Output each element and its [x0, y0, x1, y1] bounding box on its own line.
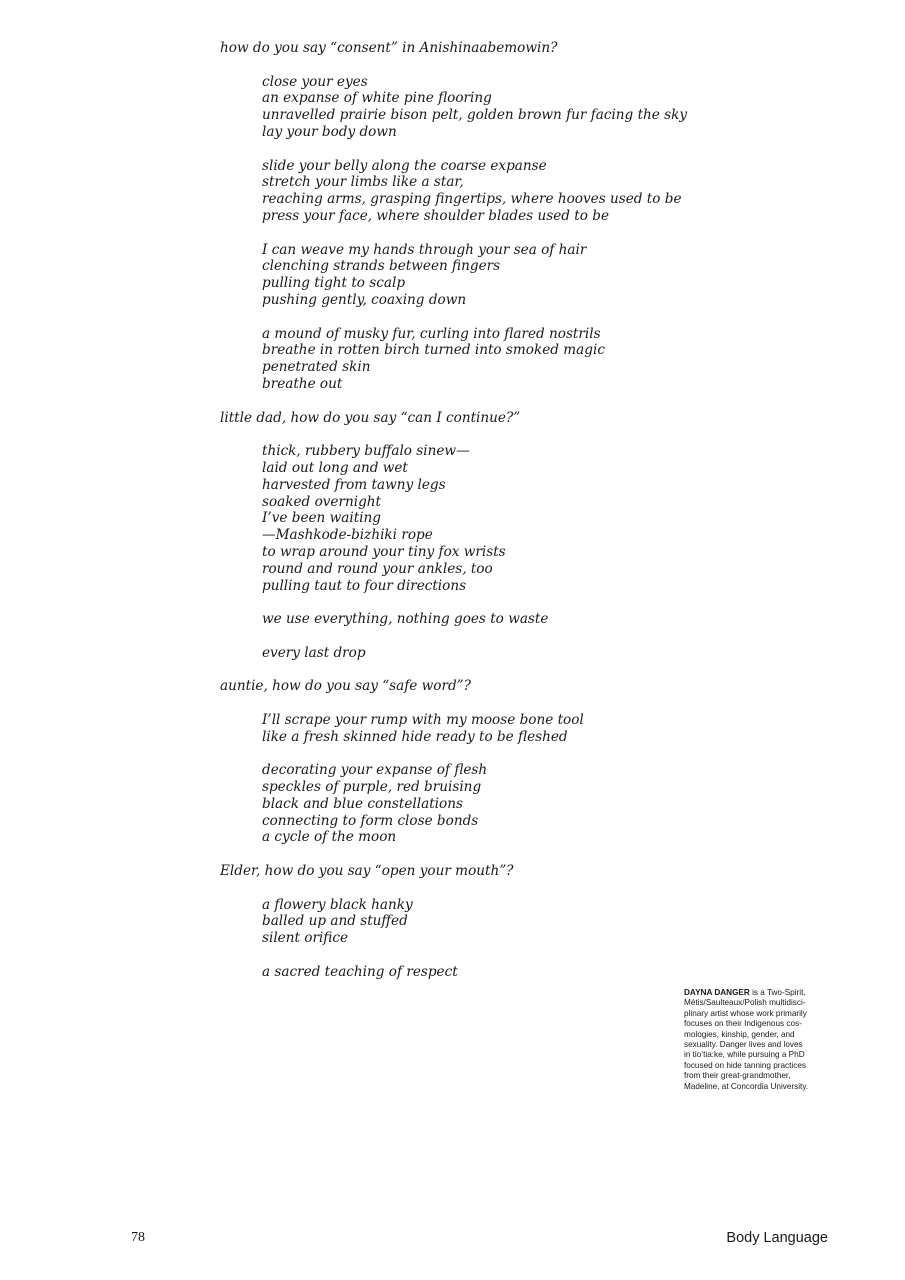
stanza-gap	[0, 57, 700, 74]
author-bio	[684, 988, 830, 1092]
bio-text: mologies, kinship, gender, and	[684, 1029, 795, 1039]
page-number: 78	[131, 1230, 145, 1245]
bio-text: is a Two-Spirit,	[752, 988, 806, 997]
poem-line: balled up and stuffed	[262, 913, 408, 930]
poem	[0, 40, 700, 981]
poem-line: we use everything, nothing goes to waste	[262, 611, 549, 628]
poem-line: —Mashkode-bizhiki rope	[262, 527, 433, 544]
poem-line: unravelled prairie bison pelt, golden brown fur facing the sky	[262, 107, 688, 124]
poem-line: pulling tight to scalp	[262, 275, 406, 292]
poem-line: I can weave my hands through your sea of hair	[262, 241, 587, 258]
stanza-gap	[0, 225, 700, 242]
poem-line: slide your belly along the coarse expanse	[262, 157, 547, 174]
stanza-gap	[0, 141, 700, 158]
poem-line: a sacred teaching of respect	[262, 963, 458, 980]
poem-line: an expanse of white pine flooring	[262, 90, 492, 107]
poem-line: thick, rubbery buffalo sinew—	[262, 443, 470, 460]
poem-line: laid out long and wet	[262, 459, 408, 476]
poem-line: black and blue constellations	[262, 795, 463, 812]
poem-line: like a fresh skinned hide ready to be fleshed	[262, 728, 568, 745]
poem-line: I’ve been waiting	[262, 510, 381, 527]
poem-question: Elder, how do you say “open your mouth”?	[220, 863, 514, 880]
poem-line: every last drop	[262, 644, 366, 661]
poem-line: decorating your expanse of flesh	[262, 762, 488, 779]
poem-line: silent orifice	[262, 930, 349, 947]
poem-line: a cycle of the moon	[262, 829, 397, 846]
running-title: Body Language	[726, 1230, 828, 1246]
bio-author-name: DAYNA DANGER	[684, 988, 750, 997]
stanza-gap	[0, 426, 700, 443]
stanza-gap	[0, 695, 700, 712]
poem-question: little dad, how do you say “can I continue?”	[220, 409, 521, 426]
poem-line: close your eyes	[262, 73, 368, 90]
poem-line: connecting to form close bonds	[262, 812, 479, 829]
poem-line: lay your body down	[262, 123, 397, 140]
stanza-gap	[0, 947, 700, 964]
poem-line: harvested from tawny legs	[262, 476, 446, 493]
bio-text: focused on hide tanning practices	[684, 1060, 806, 1070]
poem-line: a mound of musky fur, curling into flared nostrils	[262, 325, 601, 342]
poem-line: to wrap around your tiny fox wrists	[262, 543, 506, 560]
stanza-gap	[0, 628, 700, 645]
poem-line: round and round your ankles, too	[262, 560, 493, 577]
stanza-gap	[0, 661, 700, 678]
poem-question: how do you say “consent” in Anishinaabemowin?	[220, 40, 558, 56]
poem-line: a flowery black hanky	[262, 896, 413, 913]
poem-line: I’ll scrape your rump with my moose bone tool	[262, 711, 584, 728]
stanza-gap	[0, 594, 700, 611]
stanza-gap	[0, 880, 700, 897]
poem-line: pushing gently, coaxing down	[262, 291, 467, 308]
poem-line: pulling taut to four directions	[262, 577, 467, 594]
stanza-gap	[0, 393, 700, 410]
poem-line: soaked overnight	[262, 493, 381, 510]
stanza-gap	[0, 745, 700, 762]
bio-text: Métis/Saulteaux/Polish multidisci-	[684, 998, 806, 1008]
bio-text: sexuality. Danger lives and loves	[684, 1040, 803, 1050]
stanza-gap	[0, 309, 700, 326]
poem-line: breathe in rotten birch turned into smoked magic	[262, 342, 605, 359]
stanza-gap	[0, 846, 700, 863]
poem-line: reaching arms, grasping fingertips, where hooves used to be	[262, 191, 682, 208]
poem-line: speckles of purple, red bruising	[262, 779, 482, 796]
poem-line: stretch your limbs like a star,	[262, 174, 464, 191]
bio-text: plinary artist whose work primarily	[684, 1008, 807, 1018]
bio-text: Madeline, at Concordia University.	[684, 1081, 809, 1091]
bio-text: from their great-grandmother,	[684, 1071, 791, 1081]
poem-line: breathe out	[262, 375, 343, 392]
poem-line: press your face, where shoulder blades used to be	[262, 207, 609, 224]
bio-text: focuses on their Indigenous cos-	[684, 1019, 802, 1029]
poem-question: auntie, how do you say “safe word”?	[220, 678, 471, 695]
poem-line: clenching strands between fingers	[262, 258, 501, 275]
poem-line: penetrated skin	[262, 359, 371, 376]
bio-text: in tio’tia:ke, while pursuing a PhD	[684, 1050, 805, 1060]
